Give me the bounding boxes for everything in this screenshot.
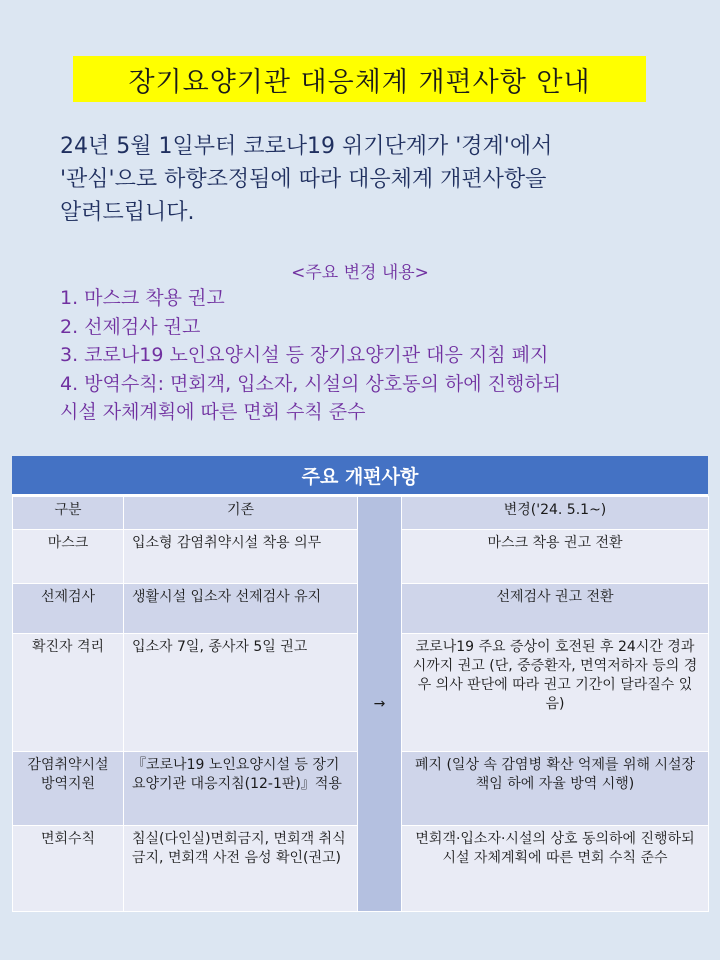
row-after: 폐지 (일상 속 감염병 확산 억제를 위해 시설장 책임 하에 자율 방역 시행) <box>402 752 709 826</box>
page-title: 장기요양기관 대응체계 개편사항 안내 <box>73 56 646 102</box>
reform-table <box>12 456 708 912</box>
row-after: 코로나19 주요 증상이 호전된 후 24시간 경과 시까지 권고 (단, 중증환자, 면역저하자 등의 경우 의사 판단에 따라 권고 기간이 달라질수 있음) <box>402 634 709 752</box>
change-item: 2. 선제검사 권고 <box>60 315 201 338</box>
change-item: 4. 방역수칙: 면회객, 입소자, 시설의 상호동의 하에 진행하되 <box>60 372 562 395</box>
row-before: 입소형 감염취약시설 착용 의무 <box>124 530 358 584</box>
intro-paragraph <box>60 130 700 229</box>
intro-line: 알려드립니다. <box>60 200 195 225</box>
row-after: 면회객·입소자·시설의 상호 동의하에 진행하되 시설 자체계획에 따른 면회 수칙 준수 <box>402 826 709 912</box>
arrow-right-icon: → <box>373 695 386 712</box>
header-after: 변경('24. 5.1~) <box>402 497 709 530</box>
table-header-row <box>13 497 709 530</box>
arrow-column <box>358 497 402 912</box>
row-category: 선제검사 <box>13 584 124 634</box>
change-item: 3. 코로나19 노인요양시설 등 장기요양기관 대응 지침 폐지 <box>60 344 549 366</box>
row-category: 마스크 <box>13 530 124 584</box>
table-title: 주요 개편사항 <box>12 456 708 496</box>
row-category: 감염취약시설 방역지원 <box>13 752 124 826</box>
row-after: 선제검사 권고 전환 <box>402 584 709 634</box>
changes-heading: <주요 변경 내용> <box>291 263 429 283</box>
row-before: 『코로나19 노인요양시설 등 장기요양기관 대응지침(12-1판)』적용 <box>124 752 358 826</box>
reform-grid <box>12 496 709 912</box>
row-category: 면회수칙 <box>13 826 124 912</box>
row-after: 마스크 착용 권고 전환 <box>402 530 709 584</box>
intro-line: '관심'으로 하향조정됨에 따라 대응체계 개편사항을 <box>60 167 547 192</box>
intro-line: 24년 5월 1일부터 코로나19 위기단계가 '경계'에서 <box>60 134 553 159</box>
changes-list <box>60 284 710 427</box>
row-before: 생활시설 입소자 선제검사 유지 <box>124 584 358 634</box>
row-before: 입소자 7일, 종사자 5일 권고 <box>124 634 358 752</box>
header-category: 구분 <box>13 497 124 530</box>
header-before: 기존 <box>124 497 358 530</box>
row-category: 확진자 격리 <box>13 634 124 752</box>
change-item: 시설 자체계획에 따른 면회 수칙 준수 <box>60 401 366 423</box>
row-before: 침실(다인실)면회금지, 면회객 취식금지, 면회객 사전 음성 확인(권고) <box>124 826 358 912</box>
change-item: 1. 마스크 착용 권고 <box>60 287 225 309</box>
